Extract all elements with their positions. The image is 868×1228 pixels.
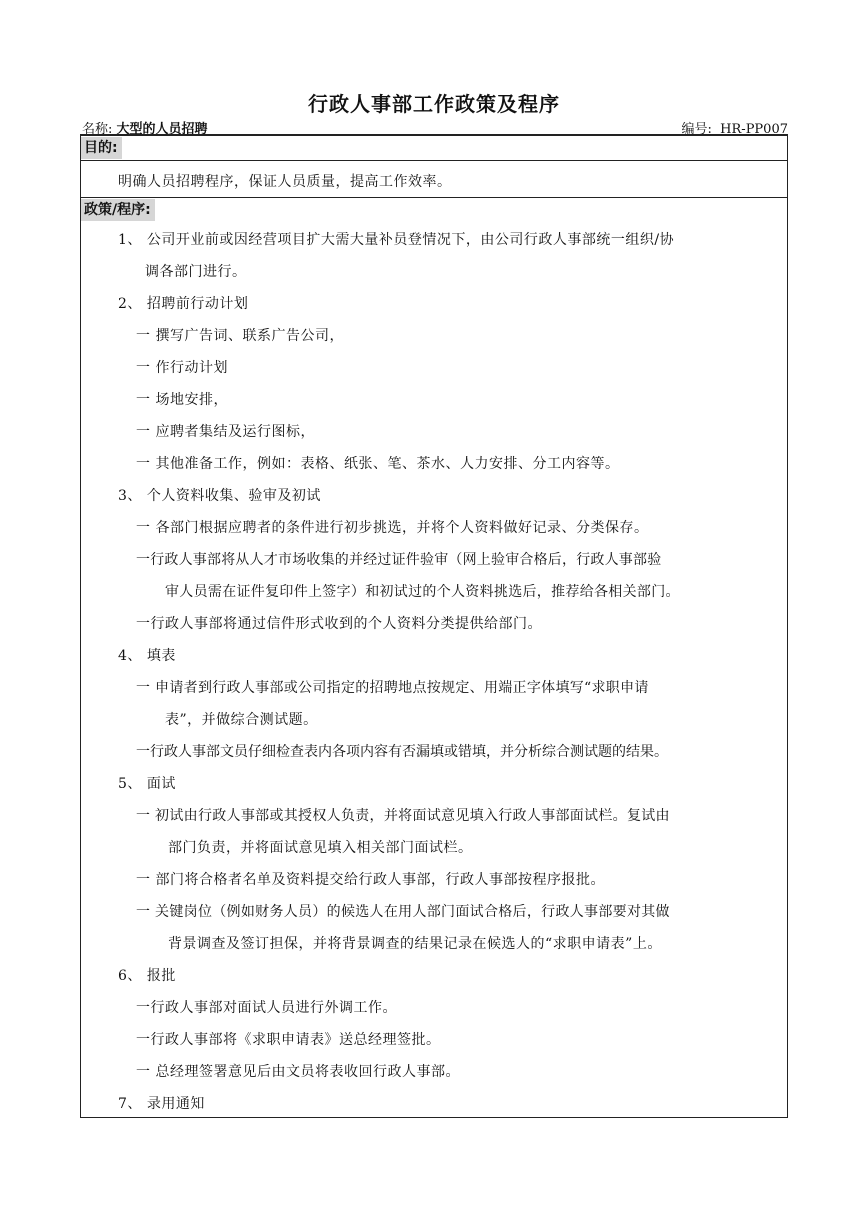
name-value: 大型的人员招聘 bbox=[116, 122, 208, 137]
policy-line: 一 部门将合格者名单及资料提交给行政人事部，行政人事部按程序报批。 bbox=[136, 872, 605, 888]
policy-line: 一 作行动计划 bbox=[136, 360, 228, 376]
purpose-heading: 目的: bbox=[81, 137, 787, 159]
policy-line: 一 场地安排， bbox=[136, 392, 228, 408]
policy-line: 3、 个人资料收集、验审及初试 bbox=[118, 488, 321, 504]
policy-line: 7、 录用通知 bbox=[118, 1096, 205, 1112]
policy-line: 6、 报批 bbox=[118, 968, 176, 984]
policy-line: 一行政人事部对面试人员进行外调工作。 bbox=[136, 1000, 397, 1016]
number-label: 编号: bbox=[681, 122, 712, 137]
policy-line: 表”，并做综合测试题。 bbox=[165, 712, 318, 728]
number-value: HR-PP007 bbox=[720, 122, 788, 137]
policy-line: 2、 招聘前行动计划 bbox=[118, 296, 249, 312]
policy-line: 一 应聘者集结及运行图标， bbox=[136, 424, 315, 440]
policy-line: 审人员需在证件复印件上签字）和初试过的个人资料挑选后，推荐给各相关部门。 bbox=[165, 584, 680, 600]
policy-line: 一 初试由行政人事部或其授权人负责，并将面试意见填入行政人事部面试栏。复试由 bbox=[136, 808, 670, 824]
policy-divider bbox=[81, 197, 787, 198]
policy-line: 一行政人事部将通过信件形式收到的个人资料分类提供给部门。 bbox=[136, 616, 542, 632]
policy-line: 一行政人事部将《求职申请表》送总经理签批。 bbox=[136, 1032, 441, 1048]
policy-line: 一行政人事部文员仔细检查表内各项内容有否漏填或错填，并分析综合测试题的结果。 bbox=[136, 744, 668, 760]
policy-line: 一 总经理签署意见后由文员将表收回行政人事部。 bbox=[136, 1064, 460, 1080]
policy-line: 一 撰写广告词、联系广告公司， bbox=[136, 328, 344, 344]
purpose-text: 明确人员招聘程序，保证人员质量，提高工作效率。 bbox=[118, 174, 452, 190]
policy-line: 5、 面试 bbox=[118, 776, 176, 792]
policy-heading: 政策/程序: bbox=[81, 199, 787, 221]
policy-line: 1、 公司开业前或因经营项目扩大需大量补员登情况下，由公司行政人事部统一组织/协 bbox=[118, 232, 675, 248]
policy-line: 4、 填表 bbox=[118, 648, 176, 664]
policy-line: 部门负责，并将面试意见填入相关部门面试栏。 bbox=[168, 840, 473, 856]
policy-line: 一 各部门根据应聘者的条件进行初步挑选，并将个人资料做好记录、分类保存。 bbox=[136, 520, 649, 536]
policy-line: 一 申请者到行政人事部或公司指定的招聘地点按规定、用端正字体填写“求职申请 bbox=[136, 680, 649, 696]
policy-line: 调各部门进行。 bbox=[145, 264, 247, 280]
purpose-divider bbox=[81, 160, 787, 161]
policy-line: 一 关键岗位（例如财务人员）的候选人在用人部门面试合格后，行政人事部要对其做 bbox=[136, 904, 670, 920]
policy-line: 一 其他准备工作，例如：表格、纸张、笔、茶水、人力安排、分工内容等。 bbox=[136, 456, 620, 472]
policy-line: 背景调查及签订担保，并将背景调查的结果记录在候选人的“求职申请表”上。 bbox=[168, 936, 662, 952]
document-title: 行政人事部工作政策及程序 bbox=[308, 92, 560, 116]
policy-line: 一行政人事部将从人才市场收集的并经过证件验审（网上验审合格后，行政人事部验 bbox=[136, 552, 662, 568]
name-label: 名称: bbox=[82, 122, 113, 137]
